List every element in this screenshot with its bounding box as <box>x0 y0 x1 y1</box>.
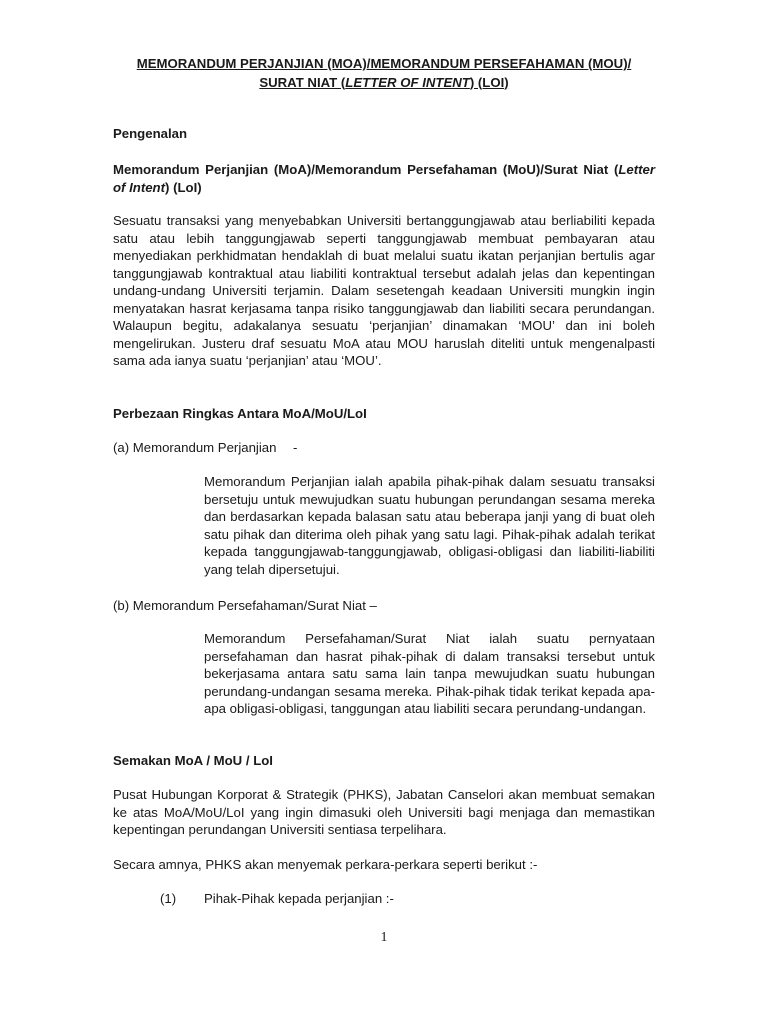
document-title <box>113 55 655 92</box>
page-number: 1 <box>380 930 388 945</box>
heading-semakan: Semakan MoA / MoU / LoI <box>113 753 273 768</box>
heading-perbezaan: Perbezaan Ringkas Antara MoA/MoU/LoI <box>113 406 367 421</box>
item-a-label: (a) Memorandum Perjanjian <box>113 440 277 455</box>
title-line-2-italic: LETTER OF INTENT <box>345 74 470 90</box>
sub-heading-italic: Letter of Intent <box>113 162 655 195</box>
item-a-dash: - <box>293 440 298 455</box>
item-a-description: Memorandum Perjanjian ialah apabila pihak-pihak dalam sesuatu transaksi bersetuju untuk mewujudkan suatu hubungan perundangan sesama mereka dan berdasarkan kepada balasan satu atau beberapa janji yang di buat oleh satu pihak dan diterima oleh pihak yang satu lagi. Pihak-pihak adalah terikat kepada tanggungjawab-tanggungjawab, obligasi-obligasi dan liabiliti-liabiliti yang telah dipersetujui. <box>204 474 655 577</box>
sub-heading-pre: Memorandum Perjanjian (MoA)/Memorandum Persefahaman (MoU)/Surat Niat ( <box>113 162 619 177</box>
list-item-number: (1) <box>160 891 177 906</box>
title-line-2-post: ) (LOI) <box>469 74 509 90</box>
item-b-description: Memorandum Persefahaman/Surat Niat ialah suatu pernyataan persefahaman dan hasrat pihak-pihak di dalam transaksi tersebut untuk bekerjasama antara satu sama lain tanpa mewujudkan suatu hubungan perundang-undangan sesama mereka. Pihak-pihak tidak terikat kepada apa-apa obligasi-obligasi, tanggungan atau liabiliti secara perundang-undangan. <box>204 631 655 716</box>
paragraph-amnya: Secara amnya, PHKS akan menyemak perkara-perkara seperti berikut :- <box>113 857 538 872</box>
title-line-2-pre: SURAT NIAT ( <box>259 74 346 90</box>
paragraph-intro: Sesuatu transaksi yang menyebabkan Universiti bertanggungjawab atau berliabiliti kepada satu atau lebih tanggungjawab seperti tanggungjawab membuat pembayaran atau menyediakan perkhidmatan hendaklah di buat melalui suatu ikatan perjanjian bertulis agar tanggungjawab kontraktual atau liabiliti kontraktual tersebut adalah jelas dan kepentingan undang-undang Universiti terjamin. Dalam sesetengah keadaan Universiti mungkin ingin menyatakan hasrat kerjasama tanpa risiko tanggungjawab dan liabiliti secara perundangan. Walaupun begitu, adakalanya sesuatu ‘perjanjian’ dinamakan ‘MOU’ dan ini boleh mengelirukan. Justeru draf sesuatu MoA atau MOU haruslah diteliti untuk mengenalpasti sama ada ianya suatu ‘perjanjian’ atau ‘MOU’. <box>113 213 655 368</box>
list-item-text: Pihak-Pihak kepada perjanjian :- <box>204 891 394 906</box>
title-line-1: MEMORANDUM PERJANJIAN (MOA)/MEMORANDUM PERSEFAHAMAN (MOU)/ <box>136 56 632 71</box>
sub-heading-post: ) (LoI) <box>165 179 202 195</box>
item-b-label: (b) Memorandum Persefahaman/Surat Niat – <box>113 598 377 613</box>
paragraph-semakan: Pusat Hubungan Korporat & Strategik (PHKS), Jabatan Canselori akan membuat semakan ke atas MoA/MoU/LoI yang ingin dimasuki oleh Universiti bagi menjaga dan memastikan kepentingan perundangan Universiti sentiasa terpelihara. <box>113 787 655 837</box>
sub-heading <box>113 161 655 196</box>
heading-pengenalan: Pengenalan <box>113 126 188 141</box>
title-line-2 <box>113 74 655 93</box>
